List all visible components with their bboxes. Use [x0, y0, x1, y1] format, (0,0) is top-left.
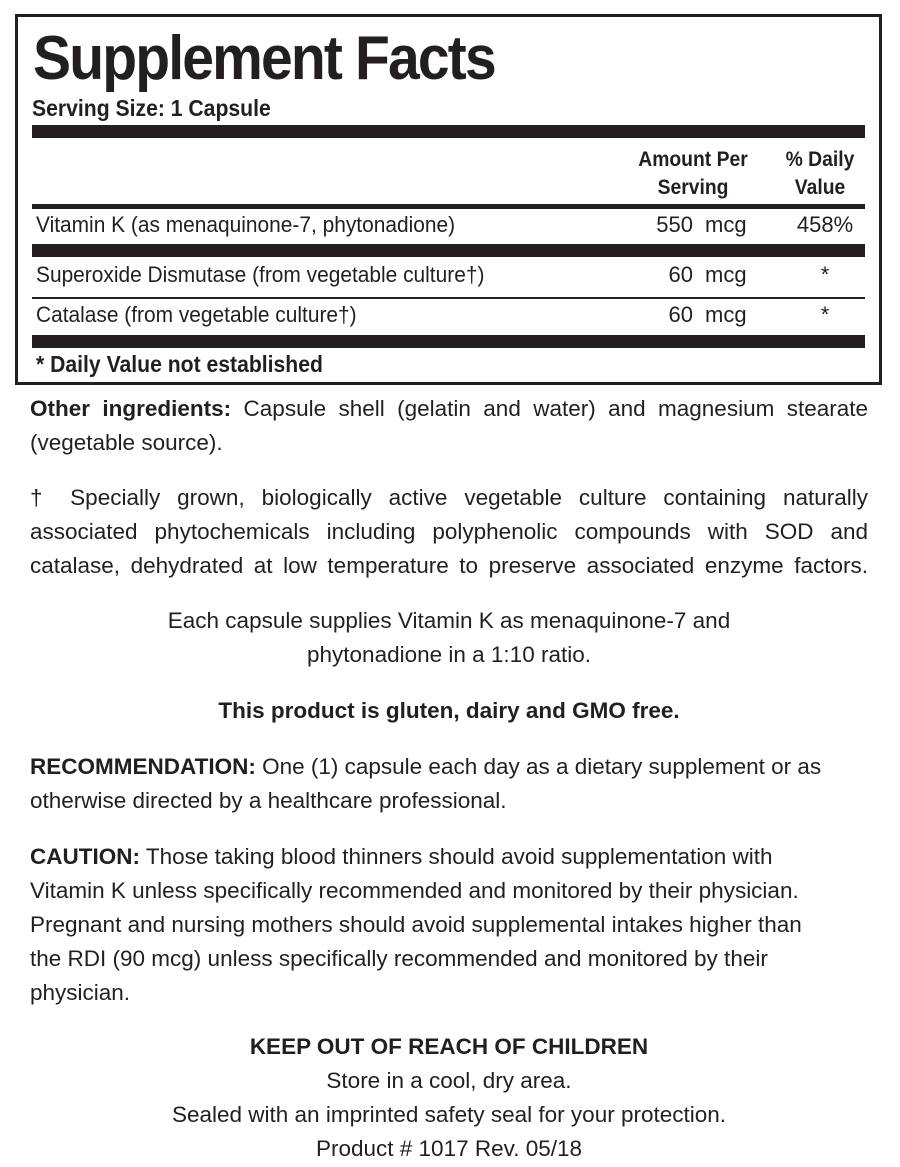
- other-ingredients: Other ingredients: Capsule shell (gelatin and water) and magnesium stearate (vegetable source).: [30, 396, 868, 455]
- row-name-superoxide-dismutase: Superoxide Dismutase (from vegetable culture†): [36, 262, 485, 287]
- row-amount-superoxide-dismutase: 60: [668, 262, 693, 287]
- supplement-facts-panel: [15, 14, 882, 385]
- recommendation-label: RECOMMENDATION:: [30, 754, 256, 779]
- row-unit-superoxide-dismutase: mcg: [705, 262, 747, 287]
- recommendation: RECOMMENDATION: One (1) capsule each day as a dietary supplement or as otherwise directed by a healthcare professional.: [30, 754, 822, 813]
- header-daily-value: % Daily Value: [785, 148, 855, 199]
- row-dv-vitamin-k: 458%: [796, 212, 854, 237]
- row-name-catalase: Catalase (from vegetable culture†): [36, 302, 357, 327]
- row-unit-catalase: mcg: [705, 302, 747, 327]
- storage-footer: [30, 1030, 868, 1166]
- free-from-statement: This product is gluten, dairy and GMO free.: [218, 698, 680, 723]
- storage-instruction: Store in a cool, dry area.: [326, 1068, 572, 1093]
- row-unit-vitamin-k: mcg: [705, 212, 747, 237]
- header-amount-per-serving: Amount Per Serving: [638, 148, 748, 199]
- divider-thick: [32, 335, 865, 348]
- caution: CAUTION: Those taking blood thinners should avoid supplementation with Vitamin K unless specifically recommended and monitored by their physician. Pregnant and nursing mothers should avoid supplemental intakes higher than the RDI (90 mcg) unless specifically recommended and monitored by their physician.: [30, 844, 802, 1005]
- divider-medium: [32, 204, 865, 209]
- keep-out-warning: KEEP OUT OF REACH OF CHILDREN: [249, 1034, 649, 1059]
- product-number: Product # 1017 Rev. 05/18: [315, 1136, 582, 1161]
- divider-thick: [32, 244, 865, 257]
- other-ingredients-label: Other ingredients:: [30, 396, 232, 421]
- facts-title: Supplement Facts: [33, 24, 495, 93]
- dagger-footnote: † Specially grown, biologically active vegetable culture containing naturally associated phytochemicals including polyphenolic compounds with SOD and catalase, dehydrated at low temperature to preserve associated enzyme factors.: [30, 485, 868, 578]
- row-dv-superoxide-dismutase: *: [820, 262, 830, 287]
- safety-seal-note: Sealed with an imprinted safety seal for your protection.: [171, 1102, 727, 1127]
- ratio-note: Each capsule supplies Vitamin K as menaquinone-7 and phytonadione in a 1:10 ratio.: [167, 608, 731, 667]
- row-amount-vitamin-k: 550: [656, 212, 693, 237]
- divider-thin: [32, 297, 865, 299]
- row-amount-catalase: 60: [668, 302, 693, 327]
- caution-label: CAUTION:: [30, 844, 140, 869]
- row-dv-catalase: *: [820, 302, 830, 327]
- row-name-vitamin-k: Vitamin K (as menaquinone-7, phytonadione): [36, 212, 456, 237]
- divider-thick: [32, 125, 865, 138]
- serving-size: Serving Size: 1 Capsule: [32, 95, 271, 121]
- daily-value-note: * Daily Value not established: [36, 351, 323, 377]
